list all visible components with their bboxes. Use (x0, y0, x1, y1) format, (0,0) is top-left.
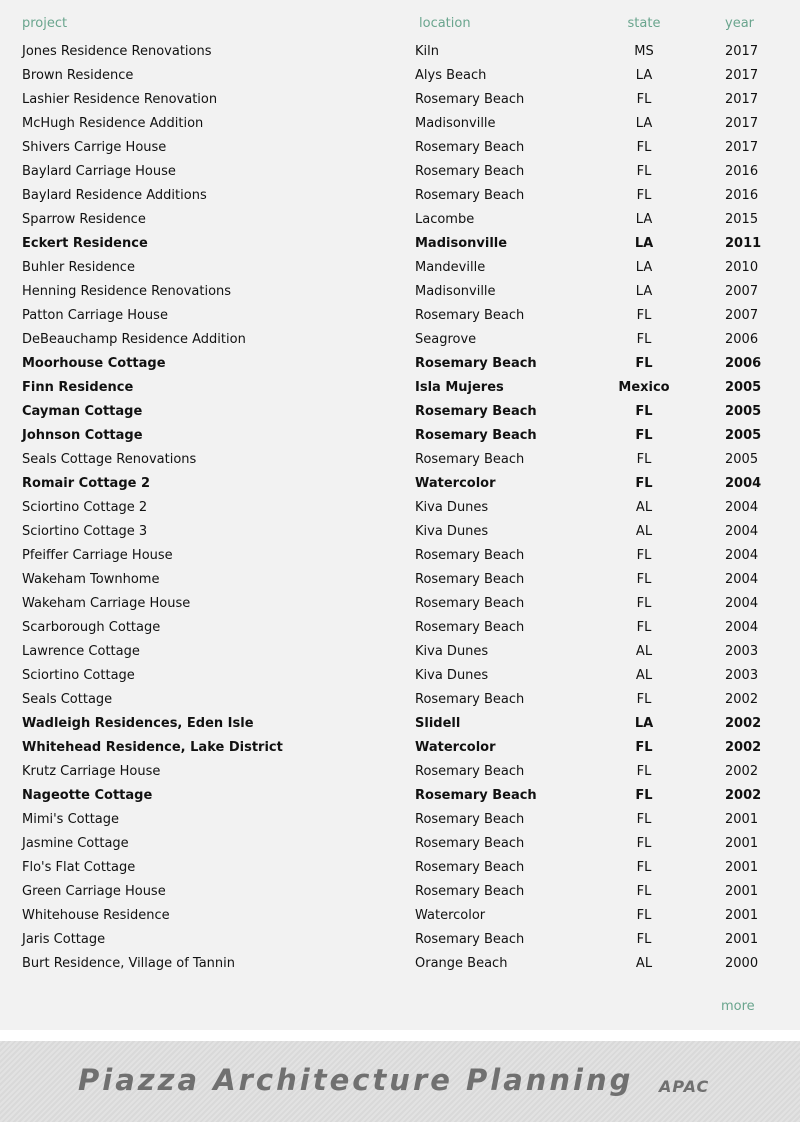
table-row[interactable] (0, 858, 800, 882)
table-row[interactable] (0, 258, 800, 282)
project-location: Rosemary Beach (415, 164, 525, 179)
project-year: 2004 (725, 620, 759, 635)
project-name[interactable]: Jaris Cottage (22, 932, 106, 947)
project-state: AL (635, 956, 653, 971)
project-year: 2001 (725, 812, 759, 827)
table-row[interactable] (0, 138, 800, 162)
project-location: Rosemary Beach (415, 884, 525, 899)
project-location: Rosemary Beach (415, 620, 525, 635)
project-name[interactable]: Seals Cottage Renovations (22, 452, 197, 467)
column-header-location[interactable]: location (419, 16, 471, 31)
project-state: FL (636, 836, 652, 851)
table-row[interactable] (0, 522, 800, 546)
project-name[interactable]: Patton Carriage House (22, 308, 168, 323)
table-row[interactable] (0, 954, 800, 978)
project-location: Orange Beach (415, 956, 508, 971)
project-state: FL (636, 452, 652, 467)
project-state: FL (635, 476, 653, 491)
project-state: FL (636, 92, 652, 107)
table-row[interactable] (0, 810, 800, 834)
project-state: Mexico (618, 380, 670, 395)
project-name[interactable]: Green Carriage House (22, 884, 166, 899)
table-row[interactable] (0, 402, 800, 426)
table-row[interactable] (0, 930, 800, 954)
project-year: 2000 (725, 956, 759, 971)
project-location: Rosemary Beach (415, 812, 525, 827)
project-year: 2002 (725, 740, 762, 755)
project-state: FL (636, 572, 652, 587)
table-row[interactable] (0, 378, 800, 402)
project-location: Rosemary Beach (415, 308, 525, 323)
project-state: FL (636, 692, 652, 707)
project-state: FL (636, 860, 652, 875)
project-location: Rosemary Beach (415, 428, 537, 443)
table-row[interactable] (0, 186, 800, 210)
project-name[interactable]: Baylard Residence Additions (22, 188, 207, 203)
project-location: Mandeville (415, 260, 486, 275)
project-state: AL (635, 668, 653, 683)
project-state: LA (635, 68, 653, 83)
project-state: FL (636, 308, 652, 323)
project-year: 2001 (725, 836, 759, 851)
project-name[interactable]: Cayman Cottage (22, 404, 143, 419)
project-name[interactable]: Sciortino Cottage (22, 668, 135, 683)
project-state: LA (635, 284, 653, 299)
project-location: Kiva Dunes (415, 668, 489, 683)
project-location: Rosemary Beach (415, 404, 537, 419)
project-name[interactable]: Lawrence Cottage (22, 644, 140, 659)
table-row[interactable] (0, 762, 800, 786)
table-row[interactable] (0, 354, 800, 378)
project-state: FL (636, 764, 652, 779)
project-year: 2002 (725, 788, 762, 803)
project-location: Rosemary Beach (415, 764, 525, 779)
project-location: Rosemary Beach (415, 692, 525, 707)
project-location: Watercolor (415, 908, 486, 923)
project-location: Madisonville (415, 284, 496, 299)
project-year: 2004 (725, 596, 759, 611)
brand-abbreviation: APAC (659, 1077, 710, 1096)
project-name[interactable]: Jones Residence Renovations (22, 44, 212, 59)
project-year: 2017 (725, 92, 759, 107)
project-year: 2007 (725, 284, 759, 299)
project-name[interactable]: Moorhouse Cottage (22, 356, 166, 371)
project-state: FL (636, 596, 652, 611)
project-location: Rosemary Beach (415, 140, 525, 155)
project-state: LA (634, 236, 654, 251)
project-name[interactable]: Brown Residence (22, 68, 134, 83)
project-name[interactable]: Mimi's Cottage (22, 812, 120, 827)
project-location: Slidell (415, 716, 461, 731)
project-year: 2003 (725, 644, 759, 659)
project-state: MS (634, 44, 654, 59)
project-year: 2006 (725, 356, 762, 371)
project-name[interactable]: DeBeauchamp Residence Addition (22, 332, 246, 347)
project-name[interactable]: Sparrow Residence (22, 212, 146, 227)
project-state: FL (636, 620, 652, 635)
site-footer (0, 1041, 800, 1122)
table-row[interactable] (0, 162, 800, 186)
project-state: FL (636, 140, 652, 155)
column-header-year[interactable]: year (725, 16, 755, 31)
project-location: Watercolor (415, 740, 496, 755)
table-row[interactable] (0, 234, 800, 258)
table-row[interactable] (0, 306, 800, 330)
project-state: FL (636, 188, 652, 203)
project-location: Alys Beach (415, 68, 487, 83)
project-name[interactable]: Eckert Residence (22, 236, 148, 251)
project-state: FL (635, 740, 653, 755)
project-name[interactable]: Burt Residence, Village of Tannin (22, 956, 236, 971)
project-location: Rosemary Beach (415, 92, 525, 107)
table-row[interactable] (0, 906, 800, 930)
table-row[interactable] (0, 882, 800, 906)
project-location: Lacombe (415, 212, 475, 227)
project-name[interactable]: Romair Cottage 2 (22, 476, 151, 491)
table-row[interactable] (0, 714, 800, 738)
project-name[interactable]: Lashier Residence Renovation (22, 92, 218, 107)
project-name[interactable]: Seals Cottage (22, 692, 113, 707)
project-year: 2005 (725, 452, 759, 467)
table-row[interactable] (0, 474, 800, 498)
project-name[interactable]: Pfeiffer Carriage House (22, 548, 173, 563)
column-header-project[interactable]: project (22, 16, 68, 31)
project-name[interactable]: Sciortino Cottage 3 (22, 524, 148, 539)
project-location: Rosemary Beach (415, 548, 525, 563)
project-location: Rosemary Beach (415, 836, 525, 851)
project-year: 2004 (725, 548, 759, 563)
project-name[interactable]: Baylard Carriage House (22, 164, 176, 179)
project-list (0, 42, 800, 978)
project-name[interactable]: Wakeham Carriage House (22, 596, 191, 611)
project-location: Rosemary Beach (415, 860, 525, 875)
project-state: FL (636, 812, 652, 827)
project-location: Rosemary Beach (415, 788, 537, 803)
project-state: FL (636, 884, 652, 899)
project-state: FL (635, 428, 653, 443)
project-location: Kiln (415, 44, 439, 59)
table-row[interactable] (0, 786, 800, 810)
table-row[interactable] (0, 834, 800, 858)
project-state: AL (635, 524, 653, 539)
project-location: Rosemary Beach (415, 596, 525, 611)
project-year: 2015 (725, 212, 759, 227)
table-row[interactable] (0, 330, 800, 354)
table-row[interactable] (0, 66, 800, 90)
project-state: FL (635, 788, 653, 803)
project-state: FL (635, 356, 653, 371)
project-year: 2016 (725, 164, 759, 179)
table-row[interactable] (0, 618, 800, 642)
project-state: LA (634, 716, 654, 731)
project-location: Rosemary Beach (415, 356, 537, 371)
project-year: 2017 (725, 44, 759, 59)
project-name[interactable]: Nageotte Cottage (22, 788, 153, 803)
project-state: LA (635, 260, 653, 275)
project-state: FL (636, 932, 652, 947)
table-row[interactable] (0, 210, 800, 234)
project-year: 2011 (725, 236, 762, 251)
project-name[interactable]: Finn Residence (22, 380, 134, 395)
table-row[interactable] (0, 450, 800, 474)
project-year: 2002 (725, 692, 759, 707)
project-year: 2001 (725, 884, 759, 899)
project-year: 2017 (725, 140, 759, 155)
project-name[interactable]: Krutz Carriage House (22, 764, 161, 779)
more-link[interactable]: more (721, 999, 755, 1014)
project-location: Isla Mujeres (415, 380, 504, 395)
table-row[interactable] (0, 570, 800, 594)
project-year: 2007 (725, 308, 759, 323)
project-location: Kiva Dunes (415, 524, 489, 539)
project-name[interactable]: Wakeham Townhome (22, 572, 160, 587)
project-location: Seagrove (415, 332, 477, 347)
project-year: 2006 (725, 332, 759, 347)
project-year: 2004 (725, 476, 762, 491)
project-location: Kiva Dunes (415, 500, 489, 515)
project-year: 2002 (725, 764, 759, 779)
project-year: 2017 (725, 116, 759, 131)
project-name[interactable]: Shivers Carrige House (22, 140, 167, 155)
table-row[interactable] (0, 738, 800, 762)
project-name[interactable]: McHugh Residence Addition (22, 116, 204, 131)
project-year: 2003 (725, 668, 759, 683)
project-year: 2017 (725, 68, 759, 83)
project-year: 2002 (725, 716, 762, 731)
project-location: Watercolor (415, 476, 496, 491)
table-row[interactable] (0, 498, 800, 522)
project-location: Kiva Dunes (415, 644, 489, 659)
project-state: AL (635, 644, 653, 659)
project-location: Madisonville (415, 236, 508, 251)
project-name[interactable]: Scarborough Cottage (22, 620, 161, 635)
table-row[interactable] (0, 114, 800, 138)
table-row[interactable] (0, 546, 800, 570)
project-state: FL (636, 548, 652, 563)
project-name[interactable]: Buhler Residence (22, 260, 135, 275)
project-name[interactable]: Whitehead Residence, Lake District (22, 740, 283, 755)
project-year: 2001 (725, 860, 759, 875)
table-row[interactable] (0, 594, 800, 618)
project-name[interactable]: Henning Residence Renovations (22, 284, 232, 299)
project-year: 2004 (725, 500, 759, 515)
project-name[interactable]: Jasmine Cottage (22, 836, 129, 851)
project-location: Rosemary Beach (415, 452, 525, 467)
project-year: 2001 (725, 932, 759, 947)
project-state: FL (636, 908, 652, 923)
column-header-state[interactable]: state (627, 16, 661, 31)
table-row[interactable] (0, 690, 800, 714)
project-state: LA (635, 116, 653, 131)
brand-logo-text[interactable]: Piazza Architecture Planning (78, 1063, 634, 1097)
project-location: Rosemary Beach (415, 188, 525, 203)
project-state: LA (635, 212, 653, 227)
project-state: FL (635, 404, 653, 419)
project-year: 2005 (725, 380, 762, 395)
table-row[interactable] (0, 282, 800, 306)
project-year: 2005 (725, 404, 762, 419)
project-location: Rosemary Beach (415, 932, 525, 947)
table-row[interactable] (0, 666, 800, 690)
project-state: AL (635, 500, 653, 515)
project-year: 2010 (725, 260, 759, 275)
table-row[interactable] (0, 426, 800, 450)
table-row[interactable] (0, 90, 800, 114)
project-name[interactable]: Flo's Flat Cottage (22, 860, 136, 875)
project-name[interactable]: Sciortino Cottage 2 (22, 500, 148, 515)
project-name[interactable]: Wadleigh Residences, Eden Isle (22, 716, 254, 731)
project-name[interactable]: Whitehouse Residence (22, 908, 170, 923)
project-location: Madisonville (415, 116, 496, 131)
table-row[interactable] (0, 642, 800, 666)
project-state: FL (636, 164, 652, 179)
project-year: 2005 (725, 428, 762, 443)
table-row[interactable] (0, 42, 800, 66)
table-header (0, 14, 800, 34)
project-year: 2001 (725, 908, 759, 923)
project-year: 2004 (725, 524, 759, 539)
project-state: FL (636, 332, 652, 347)
project-year: 2016 (725, 188, 759, 203)
project-name[interactable]: Johnson Cottage (22, 428, 143, 443)
project-year: 2004 (725, 572, 759, 587)
project-location: Rosemary Beach (415, 572, 525, 587)
